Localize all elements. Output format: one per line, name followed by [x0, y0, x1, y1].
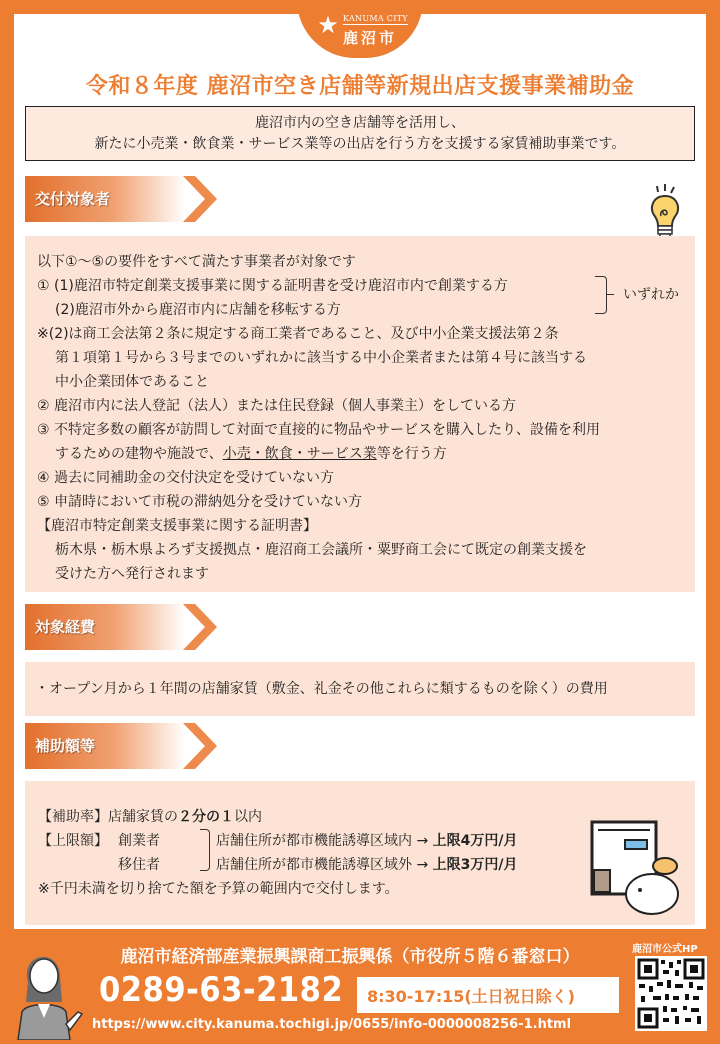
- requirement-note-1: ※(2)は商工会法第２条に規定する商工業者であること、及び中小企業支援法第２条: [37, 326, 559, 342]
- requirement-1-1: ① (1)鹿沼市特定創業支援事業に関する証明書を受け鹿沼市内で創業する方: [37, 278, 508, 294]
- certificate-heading: 【鹿沼市特定創業支援事業に関する証明書】: [37, 518, 317, 534]
- requirement-2: ② 鹿沼市内に法人登記（法人）または住民登録（個人事業主）をしている方: [37, 398, 516, 414]
- intro-line-2: 新たに小売業・飲食業・サービス業等の出店を行う方を支援する家賃補助事業です。: [94, 136, 626, 152]
- bracket-icon: [200, 829, 210, 871]
- certificate-text-2: 受けた方へ発行されます: [55, 566, 209, 582]
- website-link[interactable]: https://www.city.kanuma.tochigi.jp/0655/info-0000008256-1.html: [92, 1017, 572, 1032]
- intro-box: [25, 106, 695, 161]
- office-hours: 8:30-17:15(土日祝日除く): [357, 977, 619, 1013]
- logo-english: KANUMA CITY: [343, 14, 408, 23]
- star-emblem-icon: ★: [317, 11, 339, 39]
- section-heading-eligibility: 交付対象者: [25, 176, 215, 222]
- requirement-3: ③ 不特定多数の顧客が訪問して対面で直接的に物品やサービスを購入したり、設備を利用: [37, 422, 600, 438]
- qr-code-icon[interactable]: [635, 956, 707, 1031]
- requirement-3-cont: するための建物や施設で、小売・飲食・サービス業等を行う方: [55, 446, 447, 462]
- subsidy-rate-row: 【補助率】店舗家賃の２分の１以内: [38, 809, 262, 825]
- cap-inside: 上限4万円/月: [432, 833, 518, 849]
- phone-number[interactable]: 0289-63-2182: [99, 970, 344, 1010]
- applicant-founder: 創業者: [118, 833, 160, 849]
- eligibility-box: [25, 236, 695, 592]
- cap-outside: 上限3万円/月: [432, 857, 518, 873]
- requirement-note-2: 第１項第１号から３号までのいずれかに該当する中小企業者または第４号に該当する: [55, 350, 587, 366]
- expenses-box: [25, 662, 695, 716]
- department-name: 鹿沼市経済部産業振興課商工振興係（市役所５階６番窓口）: [120, 947, 580, 967]
- requirement-4: ④ 過去に同補助金の交付決定を受けていない方: [37, 470, 334, 486]
- section-heading-amount: 補助額等: [25, 723, 215, 769]
- expenses-text: ・オープン月から１年間の店舗家賃（敷金、礼金その他これらに類するものを除く）の費用: [35, 681, 608, 697]
- intro-line-1: 鹿沼市内の空き店舗等を活用し、: [255, 115, 465, 131]
- qr-label: 鹿沼市公式HP: [632, 944, 698, 955]
- either-label: いずれか: [623, 287, 679, 303]
- requirement-1-2: (2)鹿沼市外から鹿沼市内に店舗を移転する方: [55, 302, 341, 318]
- staff-illustration-icon: [10, 942, 85, 1040]
- bracket-icon: [595, 276, 607, 314]
- amount-note: ※千円未満を切り捨てた額を予算の範囲内で交付します。: [38, 881, 399, 897]
- page-title: 令和８年度 鹿沼市空き店舗等新規出店支援事業補助金: [85, 74, 635, 99]
- store-piggybank-icon: [590, 818, 690, 922]
- requirement-note-3: 中小企業団体であること: [55, 374, 209, 390]
- requirement-5: ⑤ 申請時において市税の滞納処分を受けていない方: [37, 494, 362, 510]
- underlined-business-types: 小売・飲食・サービス業: [222, 446, 377, 462]
- cap-row-2: 移住者 店舗住所が都市機能誘導区域外 → 上限3万円/月: [38, 853, 695, 877]
- section-heading-expenses: 対象経費: [25, 604, 215, 650]
- cap-row-1: 【上限額】 創業者 店舗住所が都市機能誘導区域内 → 上限4万円/月: [38, 829, 695, 853]
- eligibility-intro: 以下①～⑤の要件をすべて満たす事業者が対象です: [37, 254, 356, 270]
- logo-japanese: 鹿沼市: [343, 29, 398, 47]
- applicant-relocator: 移住者: [118, 857, 160, 873]
- certificate-text-1: 栃木県・栃木県よろず支援拠点・鹿沼商工会議所・粟野商工会にて既定の創業支援を: [55, 542, 587, 558]
- subsidy-rate-value: ２分の１: [178, 809, 234, 825]
